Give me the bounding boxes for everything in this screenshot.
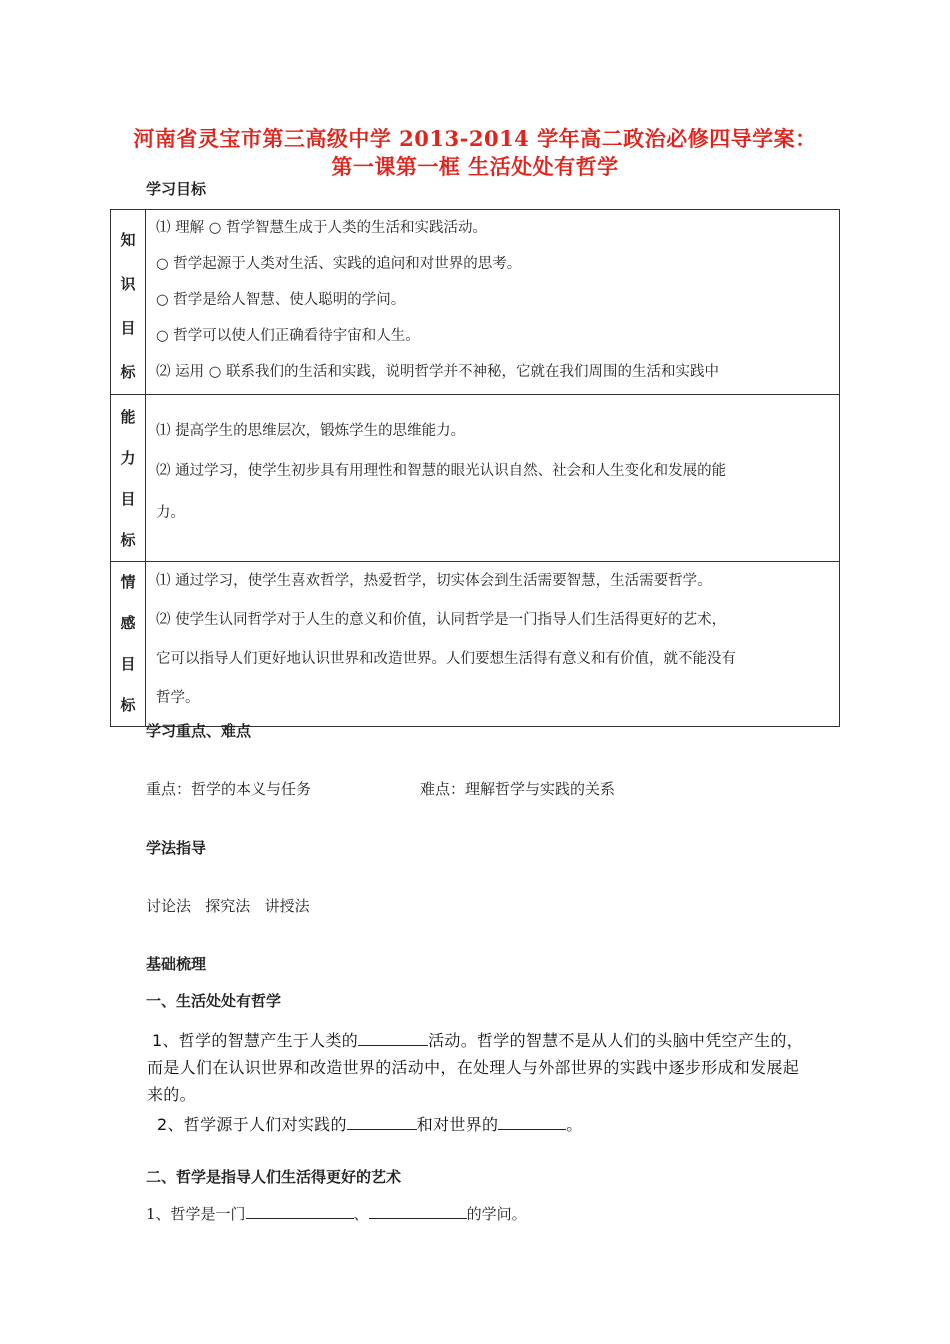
row-label-knowledge: 知 识 目 标 <box>111 210 146 395</box>
method-text: 讨论法 探究法 讲授法 <box>146 897 310 915</box>
fill-blank[interactable] <box>369 1218 467 1219</box>
row-label-ability: 能 力 目 标 <box>111 395 146 562</box>
focus-text: 重点：哲学的本义与任务 <box>146 780 312 798</box>
document-title-line2: 第一课第一框 生活处处有哲学 <box>331 154 619 179</box>
row-label-emotion: 情 感 目 标 <box>111 562 146 727</box>
row-content-ability <box>146 395 840 562</box>
section2-heading: 二、哲学是指导人们生活得更好的艺术 <box>146 1168 402 1186</box>
list-item: 力。 <box>156 505 185 521</box>
table-row <box>111 210 840 395</box>
list-item: ⑴ 理解 ○ 哲学智慧生成于人类的生活和实践活动。 <box>156 220 487 236</box>
list-item: ○ 哲学起源于人类对生活、实践的追问和对世界的思考。 <box>156 256 522 272</box>
list-item: ○ 哲学是给人智慧、使人聪明的学问。 <box>156 292 406 308</box>
section1-item2: 2、哲学源于人们对实践的 和对世界的 。 <box>157 1115 583 1134</box>
fill-blank[interactable] <box>358 1045 428 1046</box>
table-row <box>111 562 840 727</box>
section1-heading: 一、生活处处有哲学 <box>146 992 282 1010</box>
section1-item1-line2: 而是人们在认识世界和改造世界的活动中，在处理人与外部世界的实践中逐步形成和发展起 <box>147 1058 800 1077</box>
method-heading: 学法指导 <box>146 839 207 857</box>
list-item: ○ 哲学可以使人们正确看待宇宙和人生。 <box>156 328 420 344</box>
goals-heading: 学习目标 <box>146 180 207 198</box>
document-title-line1: 河南省灵宝市第三高级中学 2013-2014 学年高二政治必修四导学案： <box>133 126 817 151</box>
list-item: ⑵ 使学生认同哲学对于人生的意义和价值，认同哲学是一门指导人们生活得更好的艺术， <box>156 612 727 628</box>
difficulty-text: 难点：理解哲学与实践的关系 <box>420 780 616 798</box>
fill-blank[interactable] <box>347 1129 417 1130</box>
basics-heading: 基础梳理 <box>146 955 207 973</box>
list-item: ⑴ 提高学生的思维层次，锻炼学生的思维能力。 <box>156 423 466 439</box>
fill-blank[interactable] <box>498 1129 566 1130</box>
learning-goals-table <box>110 209 840 727</box>
list-item: ⑵ 通过学习，使学生初步具有用理性和智慧的眼光认识自然、社会和人生变化和发展的能 <box>156 463 727 479</box>
list-item: 它可以指导人们更好地认识世界和改造世界。人们要想生活得有意义和有价值，就不能没有 <box>156 651 736 667</box>
section1-item1-line3: 来的。 <box>147 1085 196 1104</box>
list-item: ⑵ 运用 ○ 联系我们的生活和实践，说明哲学并不神秘，它就在我们周围的生活和实践中 <box>156 364 719 380</box>
keypoints-heading: 学习重点、难点 <box>146 722 252 740</box>
section2-item1: 1、哲学是一门 、 的学问。 <box>146 1205 527 1223</box>
row-content-emotion <box>146 562 840 727</box>
fill-blank[interactable] <box>246 1218 354 1219</box>
list-item: 哲学。 <box>156 690 200 706</box>
list-item: ⑴ 通过学习，使学生喜欢哲学，热爱哲学，切实体会到生活需要智慧，生活需要哲学。 <box>156 573 712 589</box>
row-content-knowledge <box>146 210 840 395</box>
section1-item1-line1: 1、哲学的智慧产生于人类的 活动。哲学的智慧不是从人们的头脑中凭空产生的， <box>152 1031 803 1050</box>
table-row <box>111 395 840 562</box>
